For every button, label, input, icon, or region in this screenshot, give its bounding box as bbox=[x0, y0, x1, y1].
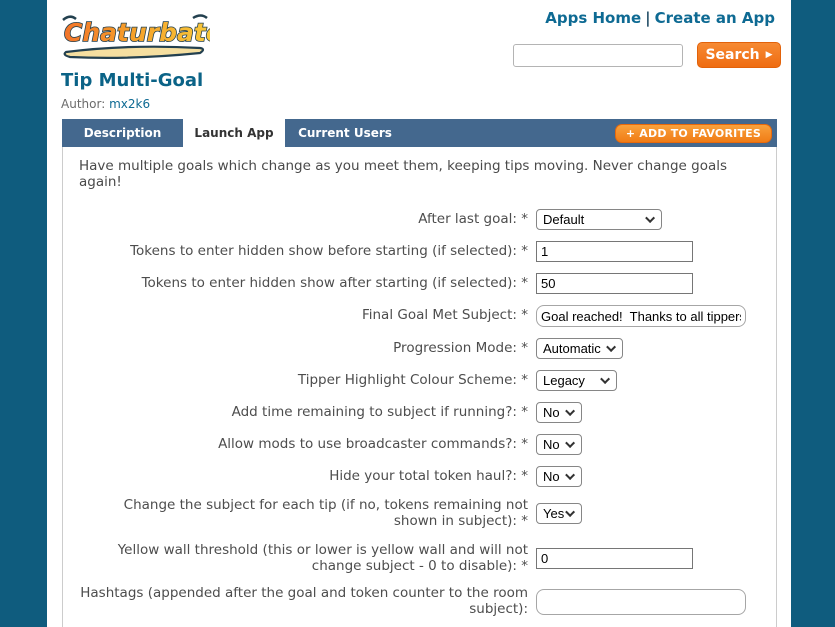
field-label: Add time remaining to subject if running?: * bbox=[231, 403, 528, 420]
add-time-remaining-select[interactable] bbox=[536, 402, 582, 423]
author-link[interactable]: mx2k6 bbox=[109, 97, 151, 111]
svg-text:Chaturbate: Chaturbate bbox=[64, 18, 210, 47]
form-row-hide-token-haul bbox=[63, 466, 776, 487]
field-label: Progression Mode: * bbox=[393, 339, 528, 356]
hashtags-input[interactable] bbox=[536, 589, 746, 615]
form-row-progression-mode bbox=[63, 338, 776, 359]
select-value: No bbox=[543, 405, 560, 420]
select-value: Legacy bbox=[543, 373, 585, 388]
select-value: Default bbox=[543, 212, 585, 227]
page-title: Tip Multi-Goal bbox=[61, 70, 204, 91]
field-label: After last goal: * bbox=[418, 210, 528, 227]
header-nav bbox=[545, 9, 775, 27]
add-to-favorites-button[interactable]: + ADD TO FAVORITES bbox=[615, 124, 772, 143]
change-subject-select[interactable] bbox=[536, 503, 582, 524]
form-row-yellow-wall bbox=[63, 543, 776, 574]
search-button[interactable] bbox=[697, 42, 781, 68]
chevron-down-icon bbox=[565, 438, 575, 448]
select-value: No bbox=[543, 437, 560, 452]
allow-mods-select[interactable] bbox=[536, 434, 582, 455]
select-value: Yes bbox=[543, 506, 564, 521]
form-row-hashtags bbox=[63, 586, 776, 617]
field-label: Yellow wall threshold (this or lower is yellow wall and will not change subject - 0 to disable): * bbox=[117, 542, 528, 574]
select-value: No bbox=[543, 469, 560, 484]
tab-description[interactable]: Description bbox=[83, 126, 162, 140]
form-row-colour-scheme bbox=[63, 370, 776, 391]
tokens-before-input[interactable] bbox=[536, 241, 693, 262]
page-left-margin bbox=[0, 0, 47, 627]
chevron-down-icon bbox=[600, 374, 610, 384]
chevron-down-icon bbox=[565, 507, 575, 517]
final-goal-subject-input[interactable] bbox=[536, 305, 746, 327]
field-label: Tokens to enter hidden show after starting (if selected): * bbox=[141, 274, 528, 291]
field-label: Hide your total token haul?: * bbox=[329, 467, 528, 484]
create-an-app-link[interactable]: Create an App bbox=[654, 9, 775, 27]
field-label: Final Goal Met Subject: * bbox=[361, 307, 528, 324]
field-label: Tipper Highlight Colour Scheme: * bbox=[297, 371, 528, 388]
chevron-down-icon bbox=[645, 213, 655, 223]
app-settings-form bbox=[63, 209, 776, 617]
search-button-label: Search bbox=[705, 47, 760, 63]
chevron-down-icon bbox=[565, 406, 575, 416]
field-label: Tokens to enter hidden show before starting (if selected): * bbox=[130, 242, 528, 259]
app-description-text: Have multiple goals which change as you meet them, keeping tips moving. Never change goals again! bbox=[79, 158, 728, 190]
select-value: Automatic bbox=[543, 341, 601, 356]
form-row-tokens-after bbox=[63, 273, 776, 294]
tab-bar bbox=[62, 119, 777, 147]
progression-mode-select[interactable] bbox=[536, 338, 623, 359]
page-right-margin bbox=[791, 0, 835, 627]
author-line bbox=[61, 97, 150, 111]
tab-launch-app[interactable]: Launch App bbox=[183, 119, 285, 147]
form-row-add-time-remaining bbox=[63, 402, 776, 423]
chaturbate-logo[interactable] bbox=[60, 8, 210, 62]
form-row-after-last-goal bbox=[63, 209, 776, 230]
yellow-wall-threshold-input[interactable] bbox=[536, 548, 693, 569]
after-last-goal-select[interactable] bbox=[536, 209, 662, 230]
chevron-down-icon bbox=[606, 342, 616, 352]
chaturbate-logo-graphic bbox=[60, 8, 210, 62]
field-label: Allow mods to use broadcaster commands?: * bbox=[218, 435, 528, 452]
field-label: Change the subject for each tip (if no, tokens remaining not shown in subject): * bbox=[123, 497, 528, 529]
form-row-final-goal-subject bbox=[63, 305, 776, 327]
hide-token-haul-select[interactable] bbox=[536, 466, 582, 487]
page-header bbox=[47, 0, 791, 119]
chevron-down-icon bbox=[565, 470, 575, 480]
form-row-tokens-before bbox=[63, 241, 776, 262]
author-label: Author: bbox=[61, 97, 106, 111]
search-arrow-icon: ▶ bbox=[765, 50, 773, 60]
launch-app-panel bbox=[62, 147, 777, 627]
tab-current-users[interactable]: Current Users bbox=[298, 126, 392, 140]
form-row-change-subject bbox=[63, 498, 776, 529]
search-input[interactable] bbox=[513, 44, 683, 67]
tokens-after-input[interactable] bbox=[536, 273, 693, 294]
field-label: Hashtags (appended after the goal and token counter to the room subject): bbox=[80, 585, 528, 617]
nav-separator: | bbox=[645, 9, 651, 27]
tipper-highlight-colour-select[interactable] bbox=[536, 370, 617, 391]
apps-home-link[interactable]: Apps Home bbox=[545, 9, 642, 27]
form-row-allow-mods bbox=[63, 434, 776, 455]
